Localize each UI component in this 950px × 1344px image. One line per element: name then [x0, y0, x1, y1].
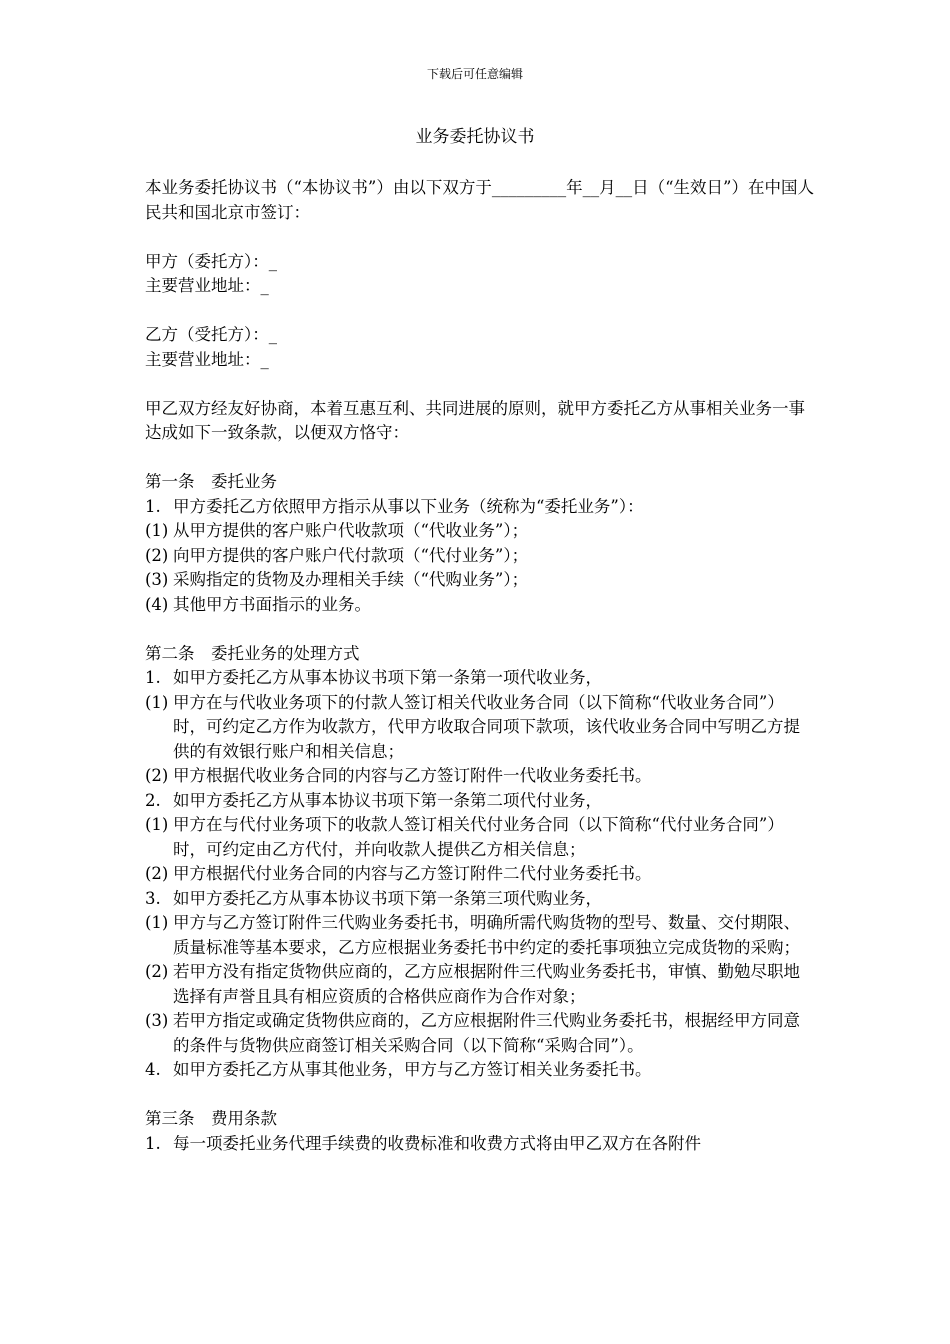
clause-item [145, 960, 815, 1009]
clause-item [145, 1009, 815, 1058]
clause-text: 从甲方提供的客户账户代收款项（“代收业务”）； [173, 521, 529, 540]
clause-text: 若甲方没有指定货物供应商的，乙方应根据附件三代购业务委托书，审慎、勤勉尽职地选择有声誉且具有相应资质的合格供应商作为合作对象； [173, 962, 800, 1006]
intro-paragraph: 本业务委托协议书（“本协议书”）由以下双方于_________年__月__日（“生效日”）在中国人民共和国北京市签订： [145, 178, 814, 222]
clause-item [145, 1132, 815, 1157]
clause-number: (4) [145, 594, 169, 614]
clause-number: 4. [145, 1060, 161, 1079]
clause-number: (2) [145, 766, 169, 785]
clause-item [145, 568, 815, 593]
clause-text: 甲方与乙方签订附件三代购业务委托书，明确所需代购货物的型号、数量、交付期限、质量标准等基本要求，乙方应根据业务委托书中约定的委托事项独立完成货物的采购； [173, 913, 800, 957]
clause-number: 1. [145, 668, 161, 687]
clause-number: (2) [145, 864, 169, 883]
clause-number: 3. [145, 888, 161, 908]
article-3-heading: 第三条 费用条款 [145, 1109, 277, 1128]
clause-number: (1) [145, 913, 169, 932]
clause-number: 1. [145, 496, 161, 516]
party-a-name: 甲方（委托方）：_ [145, 251, 277, 271]
clause-text: 如甲方委托乙方从事本协议书项下第一条第二项代付业务， [173, 790, 602, 810]
article-2-heading: 第二条 委托业务的处理方式 [145, 643, 360, 663]
preamble-paragraph: 甲乙双方经友好协商，本着互惠互利、共同进展的原则，就甲方委托乙方从事相关业务一事达成如下一致条款，以便双方恪守： [145, 398, 805, 442]
header-note: 下载后可任意编辑 [426, 67, 523, 81]
clause-text: 若甲方指定或确定货物供应商的，乙方应根据附件三代购业务委托书，根据经甲方同意的条件与货物供应商签订相关采购合同（以下简称“采购合同”）。 [173, 1011, 800, 1055]
clause-number: (2) [145, 545, 169, 565]
clause-item [145, 789, 815, 814]
clause-text: 甲方根据代收业务合同的内容与乙方签订附件一代收业务委托书。 [173, 766, 652, 785]
document-title: 业务委托协议书 [415, 127, 535, 147]
clause-number: 1. [145, 1133, 161, 1153]
clause-text: 向甲方提供的客户账户代付款项（“代付业务”）； [173, 545, 529, 565]
clause-text: 每一项委托业务代理手续费的收费标准和收费方式将由甲乙双方在各附件 [173, 1133, 701, 1153]
clause-text: 甲方委托乙方依照甲方指示从事以下业务（统称为“委托业务”）： [173, 496, 644, 516]
clause-text: 甲方根据代付业务合同的内容与乙方签订附件二代付业务委托书。 [173, 864, 652, 883]
clause-number: (1) [145, 815, 169, 834]
document-body [145, 176, 815, 1156]
clause-item [145, 495, 815, 520]
article-1-heading: 第一条 委托业务 [145, 472, 277, 491]
clause-item [145, 691, 815, 765]
party-a-address: 主要营业地址：_ [145, 276, 269, 295]
clause-text: 采购指定的货物及办理相关手续（“代购业务”）； [173, 570, 529, 589]
clause-item [145, 544, 815, 569]
clause-text: 甲方在与代付业务项下的收款人签订相关代付业务合同（以下简称“代付业务合同”）时，可约定由乙方代付，并向收款人提供乙方相关信息； [173, 815, 784, 859]
clause-text: 如甲方委托乙方从事其他业务，甲方与乙方签订相关业务委托书。 [173, 1060, 652, 1079]
clause-number: (2) [145, 962, 169, 981]
clause-number: (1) [145, 521, 169, 540]
clause-number: (1) [145, 692, 169, 712]
clause-item [145, 862, 815, 887]
clause-text: 甲方在与代收业务项下的付款人签订相关代收业务合同（以下简称“代收业务合同”）时，可约定乙方作为收款方，代甲方收取合同项下款项，该代收业务合同中写明乙方提供的有效银行账户和相关信息； [173, 692, 800, 761]
article-2-list [145, 666, 815, 1083]
clause-item [145, 813, 815, 862]
clause-item [145, 887, 815, 912]
clause-item [145, 1058, 815, 1083]
clause-item [145, 519, 815, 544]
clause-text: 如甲方委托乙方从事本协议书项下第一条第三项代购业务， [173, 888, 602, 908]
clause-number: (3) [145, 1011, 169, 1030]
clause-text: 其他甲方书面指示的业务。 [173, 594, 371, 614]
clause-text: 如甲方委托乙方从事本协议书项下第一条第一项代收业务， [173, 668, 602, 687]
clause-number: (3) [145, 570, 169, 589]
party-b-name: 乙方（受托方）：_ [145, 325, 277, 344]
clause-item [145, 593, 815, 618]
clause-number: 2. [145, 790, 161, 810]
article-3-list [145, 1132, 815, 1157]
clause-item [145, 911, 815, 960]
article-1-list [145, 495, 815, 618]
clause-item [145, 666, 815, 691]
clause-item [145, 764, 815, 789]
party-b-address: 主要营业地址：_ [145, 349, 269, 369]
